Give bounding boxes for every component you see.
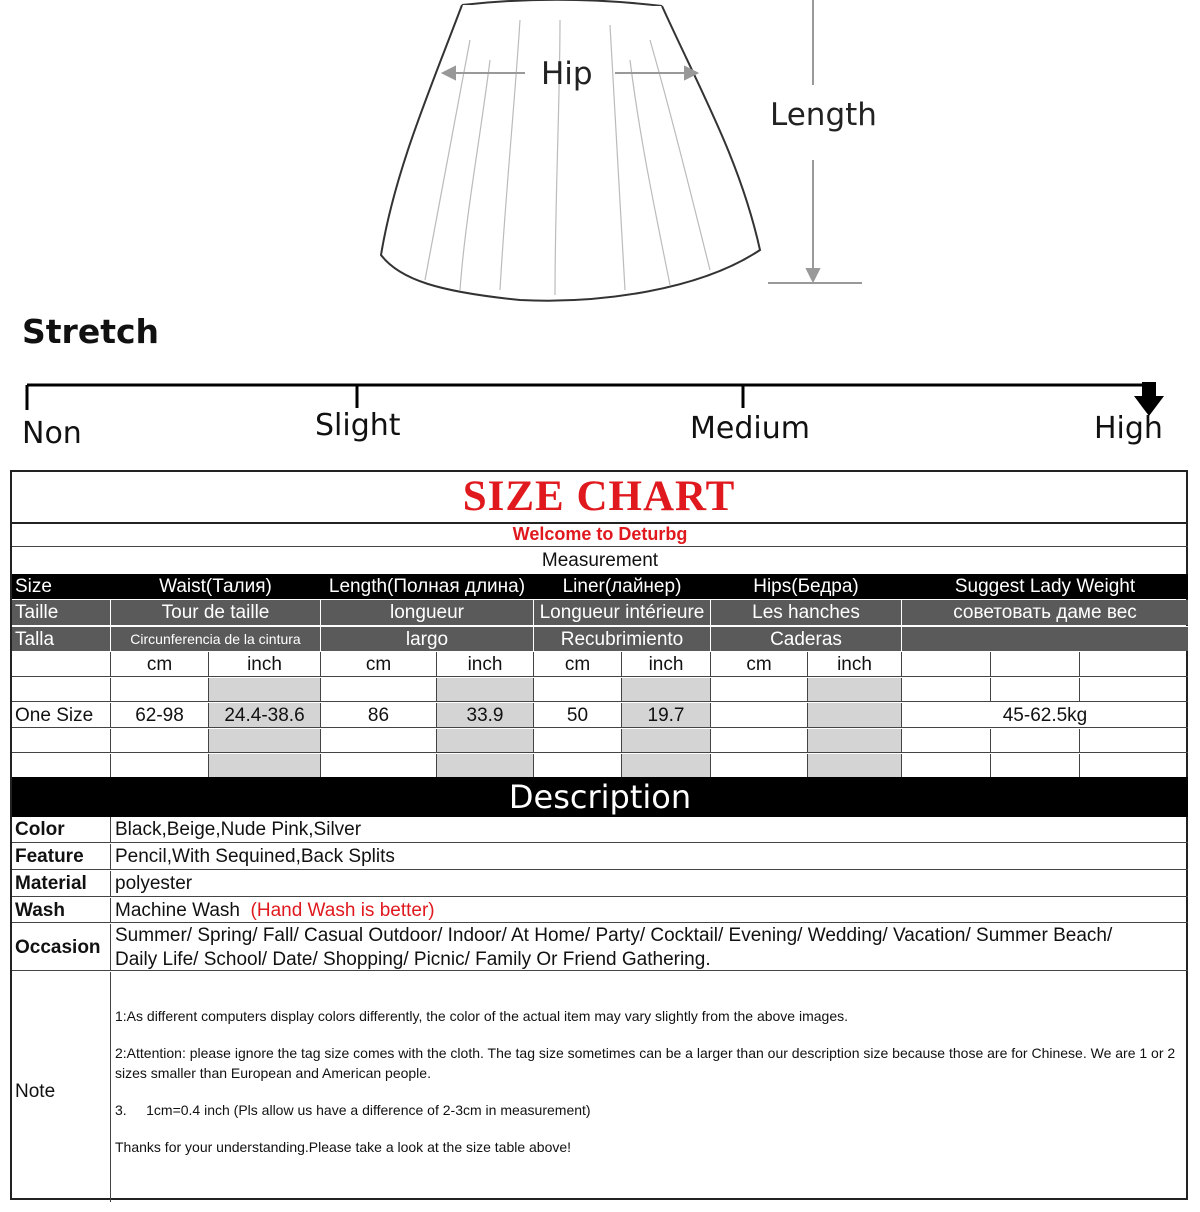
- header-largo: largo: [321, 627, 534, 651]
- note-2: 2:Attention: please ignore the tag size comes with the cloth. The tag size sometimes can be a larger than our description size because those are for Chinese. We are 1 or 2 sizes smaller than European and American people.: [115, 1045, 1176, 1081]
- size-chart-title: SIZE CHART: [462, 473, 736, 520]
- empty-row-3: [12, 754, 1188, 777]
- row-liner-inch: 19.7: [622, 703, 711, 727]
- material-value: polyester: [115, 873, 193, 894]
- feature-value: Pencil,With Sequined,Back Splits: [115, 846, 395, 867]
- stretch-level-medium: Medium: [690, 411, 810, 446]
- desc-row-feature: [12, 844, 1188, 870]
- header-caderas: Caderas: [711, 627, 902, 651]
- row-waist-inch: 24.4-38.6: [209, 703, 321, 727]
- row-waist-cm: 62-98: [111, 703, 209, 727]
- header-row-en: [12, 574, 1188, 599]
- desc-row-wash: [12, 898, 1188, 923]
- header-waist: Waist(Талия): [111, 574, 321, 599]
- header-tour: Tour de taille: [111, 600, 321, 625]
- description-title: Description: [508, 778, 692, 816]
- header-length: Length(Полная длина): [321, 574, 534, 599]
- empty-row-1: [12, 678, 1188, 702]
- measurement-label: Measurement: [541, 550, 659, 571]
- occasion-label: Occasion: [12, 924, 111, 970]
- occasion-line-1: Summer/ Spring/ Fall/ Casual Outdoor/ Indoor/ At Home/ Party/ Cocktail/ Evening/ Wedding/ Vacation/ Summer Beach/: [115, 925, 1113, 946]
- header-liner: Liner(лайнер): [534, 574, 711, 599]
- note-label: Note: [12, 972, 111, 1202]
- unit-hips-cm: cm: [711, 652, 808, 676]
- unit-length-inch: inch: [437, 652, 534, 676]
- header-talla: Talla: [12, 627, 111, 651]
- wash-label: Wash: [12, 898, 111, 922]
- unit-liner-inch: inch: [622, 652, 711, 676]
- occasion-line-2: Daily Life/ School/ Date/ Shopping/ Picnic/ Family Or Friend Gathering.: [115, 949, 711, 970]
- skirt-diagram: [0, 0, 1200, 310]
- unit-length-cm: cm: [321, 652, 437, 676]
- row-length-inch: 33.9: [437, 703, 534, 727]
- note-cell: [111, 972, 1188, 1202]
- stretch-level-slight: Slight: [315, 408, 401, 443]
- row-length-cm: 86: [321, 703, 437, 727]
- row-size: One Size: [12, 703, 111, 727]
- header-row-es: [12, 626, 1188, 651]
- empty-row-2: [12, 729, 1188, 753]
- desc-row-note: [12, 972, 1188, 1202]
- header-peso: [902, 627, 1188, 651]
- wash-cell: [111, 898, 1188, 922]
- note-1: 1:As different computers display colors differently, the color of the actual item may vary slightly from the above images.: [115, 1008, 849, 1024]
- row-liner-cm: 50: [534, 703, 622, 727]
- welcome-text: Welcome to Deturbg: [512, 524, 688, 544]
- header-hips: Hips(Бедра): [711, 574, 902, 599]
- header-poids: советовать даме вес: [953, 602, 1137, 623]
- note-3: 3. 1cm=0.4 inch (Pls allow us have a difference of 2-3cm in measurement): [115, 1102, 591, 1118]
- row-hips-cm: [711, 703, 808, 727]
- size-chart-title-box: [12, 472, 1186, 524]
- color-value: Black,Beige,Nude Pink,Silver: [115, 819, 362, 840]
- desc-row-occasion: [12, 924, 1188, 971]
- header-taille: Taille: [12, 600, 111, 625]
- material-label: Material: [12, 871, 111, 896]
- desc-row-color: [12, 817, 1188, 843]
- description-header: [12, 777, 1188, 817]
- desc-row-material: [12, 871, 1188, 897]
- unit-liner-cm: cm: [534, 652, 622, 676]
- header-recubrimiento: Recubrimiento: [534, 627, 711, 651]
- size-chart: [10, 470, 1188, 1200]
- header-hanches: Les hanches: [711, 600, 902, 625]
- hip-label: Hip: [541, 56, 593, 92]
- welcome-row: [12, 522, 1188, 547]
- row-weight: 45-62.5kg: [1002, 705, 1088, 726]
- row-hips-inch: [808, 703, 902, 727]
- unit-waist-inch: inch: [209, 652, 321, 676]
- stretch-title: Stretch: [22, 312, 160, 351]
- header-size: Size: [12, 574, 111, 599]
- stretch-level-non: Non: [22, 416, 82, 451]
- length-label: Length: [770, 97, 877, 133]
- unit-waist-cm: cm: [111, 652, 209, 676]
- header-row-fr: [12, 600, 1188, 625]
- wash-note: (Hand Wash is better): [250, 900, 435, 921]
- header-cintura: Circunferencia de la cintura: [111, 627, 321, 651]
- header-weight: Suggest Lady Weight: [954, 576, 1136, 597]
- table-row: [12, 703, 1188, 728]
- stretch-scale: [0, 378, 1200, 418]
- note-4: Thanks for your understanding.Please take a look at the size table above!: [115, 1139, 572, 1155]
- header-longueur-int: Longueur intérieure: [534, 600, 711, 625]
- header-longueur: longueur: [321, 600, 534, 625]
- measurement-row: [12, 548, 1188, 573]
- stretch-level-high: High: [1094, 411, 1163, 446]
- units-row: [12, 652, 1188, 677]
- unit-hips-inch: inch: [808, 652, 902, 676]
- wash-value: Machine Wash: [115, 900, 240, 921]
- color-label: Color: [12, 817, 111, 842]
- occasion-cell: [111, 924, 1188, 970]
- feature-label: Feature: [12, 844, 111, 869]
